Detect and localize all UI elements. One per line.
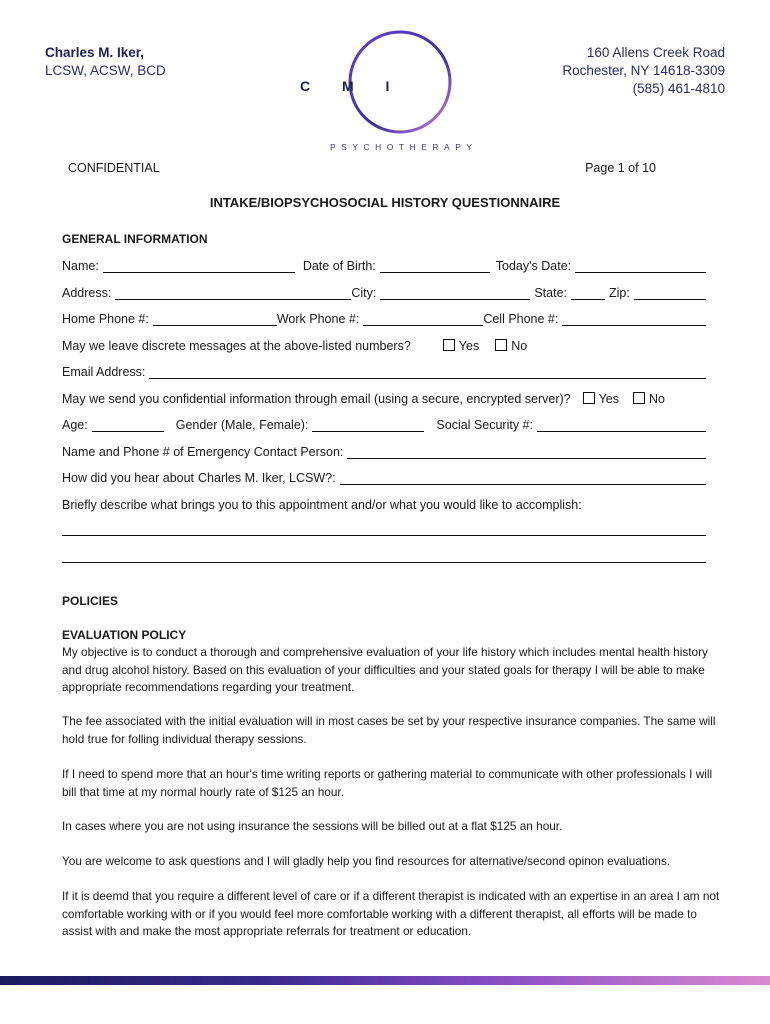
policy-paragraph-3: If I need to spend more that an hour's time writing reports or gathering material to communicate with other professionals I will bill that time at my normal hourly rate of $125 an hour. (62, 767, 713, 799)
name-field[interactable] (103, 258, 295, 273)
policy-paragraph-5: You are welcome to ask questions and I will gladly help you find resources for alternative/second opinon evaluations. (62, 854, 671, 868)
email-field[interactable] (149, 364, 706, 379)
email-yes-label: Yes (598, 392, 619, 406)
email-row (62, 361, 706, 379)
describe-line-2[interactable] (62, 562, 706, 563)
city-label: City: (351, 286, 377, 300)
age-row (62, 414, 706, 432)
phone-number: (585) 461-4810 (632, 81, 725, 96)
cell-phone-label: Cell Phone #: (483, 312, 559, 326)
cell-phone-field[interactable] (562, 311, 706, 326)
document-title: INTAKE/BIOPSYCHOSOCIAL HISTORY QUESTIONNAIRE (209, 195, 561, 210)
email-no-checkbox[interactable] (633, 392, 645, 404)
work-phone-field[interactable] (363, 311, 483, 326)
age-field[interactable] (92, 417, 164, 432)
zip-label: Zip: (609, 286, 630, 300)
messages-row (62, 335, 706, 353)
emergency-field[interactable] (347, 444, 706, 459)
evaluation-policy-heading: EVALUATION POLICY (62, 628, 187, 642)
logo-subtext: PSYCHOTHERAPY (330, 142, 478, 152)
emergency-label: Name and Phone # of Emergency Contact Person: (62, 445, 344, 459)
address-label: Address: (62, 286, 112, 300)
email-yes-checkbox[interactable] (583, 392, 595, 404)
home-phone-field[interactable] (153, 311, 277, 326)
todays-date-field[interactable] (575, 258, 706, 273)
todays-date-label: Today's Date: (495, 259, 572, 273)
phone-row (62, 308, 706, 326)
dob-field[interactable] (380, 258, 490, 273)
address-line1: 160 Allens Creek Road (586, 45, 725, 60)
describe-row (62, 494, 706, 512)
email-no-label: No (649, 392, 665, 406)
policy-paragraph-6: If it is deemd that you require a different level of care or if a different therapist is indicated with an expertise in an area I am not comfortable working with or if you would feel more comfortable working with a different therapist, all efforts will be made to assist with and make the most appropriate referrals for treatment or education. (62, 889, 720, 938)
policy-paragraph-2: The fee associated with the initial evaluation will in most cases be set by your respective insurance companies. The same will hold true for folling individual therapy sessions. (62, 714, 716, 746)
name-label: Name: (62, 259, 99, 273)
messages-yes-label: Yes (458, 339, 480, 353)
policy-paragraph-1: My objective is to conduct a thorough and comprehensive evaluation of your life history which includes mental health history and drug alcohol history. Based on this evaluation of your difficulties and your stated goals for therapy I will be able to make appropriate recommendations regarding your treatment. (62, 645, 708, 694)
describe-line-1[interactable] (62, 535, 706, 536)
ssn-field[interactable] (537, 417, 706, 432)
referral-provider-name: Charles M. Iker, LCSW?: (198, 471, 336, 485)
address-row (62, 282, 706, 300)
dob-label: Date of Birth: (302, 259, 376, 273)
footer-gradient-bar (0, 976, 770, 985)
messages-yes-checkbox[interactable] (443, 339, 455, 351)
gender-field[interactable] (312, 417, 424, 432)
referral-row (62, 467, 706, 485)
ssn-label: Social Security #: (436, 418, 533, 432)
address-line2: Rochester, NY 14618-3309 (562, 63, 725, 78)
emergency-row (62, 441, 706, 459)
age-label: Age: (62, 418, 88, 432)
home-phone-label: Home Phone #: (62, 312, 149, 326)
logo-text: C M I (300, 78, 404, 94)
confidential-label: CONFIDENTIAL (68, 161, 160, 175)
provider-credentials: LCSW, ACSW, BCD (45, 63, 166, 78)
policy-paragraph-4: In cases where you are not using insurance the sessions will be billed out at a flat $125 an hour. (62, 819, 563, 833)
address-field[interactable] (115, 285, 351, 300)
address-block (562, 44, 725, 98)
messages-no-checkbox[interactable] (495, 339, 507, 351)
provider-name: Charles M. Iker, (45, 45, 145, 60)
email-consent-row (62, 388, 706, 406)
provider-block (45, 44, 166, 80)
page-number: Page 1 of 10 (585, 161, 656, 175)
describe-question: Briefly describe what brings you to this appointment and/or what you would like to accomplish: (62, 498, 582, 512)
email-label: Email Address: (62, 365, 146, 379)
referral-field[interactable] (340, 470, 706, 485)
messages-no-label: No (511, 339, 528, 353)
zip-field[interactable] (634, 285, 706, 300)
state-field[interactable] (571, 285, 605, 300)
email-consent-question: May we send you confidential information through email (using a secure, encrypted server)? (62, 392, 571, 406)
city-field[interactable] (380, 285, 530, 300)
referral-label: How did you hear about (62, 471, 195, 485)
messages-question: May we leave discrete messages at the above-listed numbers? (62, 339, 411, 353)
gender-label: Gender (Male, Female): (175, 418, 309, 432)
name-row (62, 255, 706, 273)
general-info-heading: GENERAL INFORMATION (62, 232, 208, 246)
work-phone-label: Work Phone #: (276, 312, 360, 326)
policies-heading: POLICIES (62, 594, 119, 608)
state-label: State: (534, 286, 568, 300)
